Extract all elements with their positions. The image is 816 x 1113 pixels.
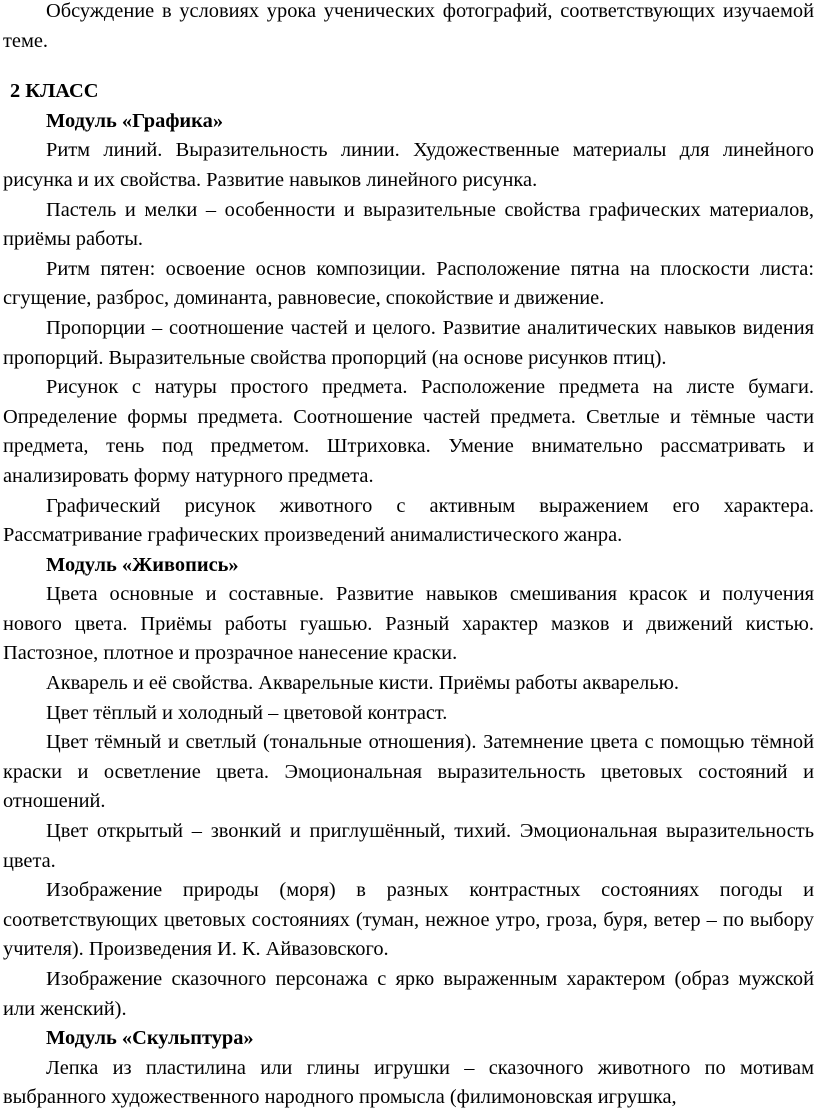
- paragraph: Акварель и её свойства. Акварельные кисти. Приёмы работы акварелью.: [46, 672, 679, 695]
- module-heading-sculpture: Модуль «Скульптура»: [46, 1027, 254, 1050]
- class-heading: 2 КЛАСС: [10, 80, 99, 103]
- paragraph: Цвета основные и составные. Развитие навыков смешивания красок и получения нового цвета. Приёмы работы гуашью. Разный характер мазков и движений кистью. Пастозное, плотное и прозрачное нанесение краски.: [3, 583, 814, 665]
- paragraph: Изображение сказочного персонажа с ярко выраженным характером (образ мужской или женский).: [3, 968, 814, 1020]
- paragraph: Пастель и мелки – особенности и выразительные свойства графических материалов, приёмы работы.: [3, 198, 814, 251]
- paragraph: Пропорции – соотношение частей и целого. Развитие аналитических навыков видения пропорций. Выразительные свойства пропорций (на основе рисунков птиц).: [3, 316, 814, 369]
- paragraph: Цвет открытый – звонкий и приглушённый, тихий. Эмоциональная выразительность цвета.: [3, 820, 814, 872]
- paragraph: Изображение природы (моря) в разных контрастных состояниях погоды и соответствующих цветовых состояниях (туман, нежное утро, гроза, буря, ветер – по выбору учителя). Произведения И. К. Айвазовского.: [3, 879, 814, 961]
- paragraph: Ритм пятен: освоение основ композиции. Расположение пятна на плоскости листа: сгущение, разброс, доминанта, равновесие, спокойствие и движение.: [3, 257, 814, 310]
- module-heading-graphics: Модуль «Графика»: [46, 109, 224, 132]
- paragraph: Графический рисунок животного с активным выражением его характера. Рассматривание графических произведений анималистического жанра.: [3, 494, 814, 547]
- paragraph: Цвет тёплый и холодный – цветовой контраст.: [46, 701, 448, 724]
- paragraph: Цвет тёмный и светлый (тональные отношения). Затемнение цвета с помощью тёмной краски и осветление цвета. Эмоциональная выразительность цветовых состояний и отношений.: [3, 731, 814, 813]
- intro-paragraph: Обсуждение в условиях урока ученических фотографий, соответствующих изучаемой теме.: [3, 0, 814, 52]
- module-heading-painting: Модуль «Живопись»: [46, 553, 239, 576]
- paragraph: Рисунок с натуры простого предмета. Расположение предмета на листе бумаги. Определение формы предмета. Соотношение частей предмета. Светлые и тёмные части предмета, тень под предметом. Штриховка. Умение внимательно рассматривать и анализировать форму натурного предмета.: [3, 376, 814, 487]
- paragraph: Ритм линий. Выразительность линии. Художественные материалы для линейного рисунка и их свойства. Развитие навыков линейного рисунка.: [3, 139, 814, 191]
- paragraph: Лепка из пластилина или глины игрушки – сказочного животного по мотивам выбранного художественного народного промысла (филимоновская игрушка,: [3, 1056, 814, 1109]
